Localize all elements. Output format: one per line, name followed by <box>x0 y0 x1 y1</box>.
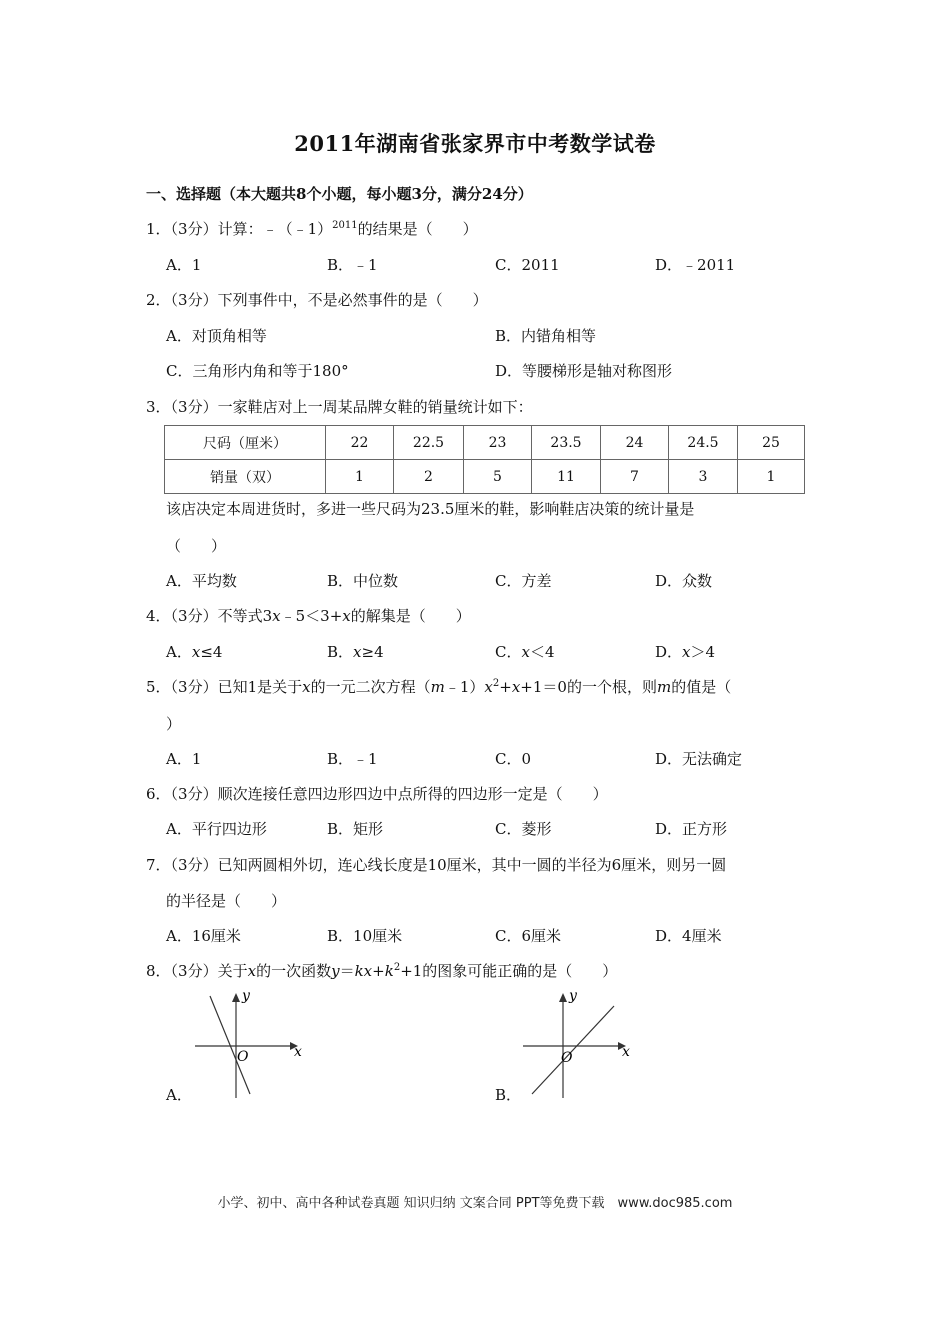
option-a: A．1 <box>166 750 202 768</box>
question-5: 5．（3分）已知1是关于x的一元二次方程$(m﹣1)x^2+x+1=0$的一个根，则m的值是（ <box>146 678 732 696</box>
section-heading: 一、选择题（本大题共8个小题，每小题3分，满分24分） <box>146 185 533 203</box>
question-4: 4．（3分）不等式3x﹣5＜3+x的解集是（ ） <box>146 607 471 625</box>
question-2: 2．（3分）下列事件中，不是必然事件的是（ ） <box>146 291 488 309</box>
option-c: C．方差 <box>495 572 552 590</box>
option-b: B．内错角相等 <box>495 327 597 345</box>
option-a: A． <box>166 1086 192 1104</box>
table-cell: 22.5 <box>394 426 464 460</box>
table-cell: 22 <box>326 426 394 460</box>
y-axis-arrow <box>559 993 567 1002</box>
question-7-continuation: 的半径是（ ） <box>166 892 287 910</box>
graph-a <box>190 988 320 1103</box>
question-7: 7．（3分）已知两圆相外切，连心线长度是10厘米，其中一圆的半径为6厘米，则另一圆 <box>146 856 727 874</box>
question-number: 3． <box>146 398 171 416</box>
graph-b <box>518 988 648 1103</box>
option-c: C．三角形内角和等于180° <box>166 362 349 380</box>
option-d: D．x＞4 <box>655 643 716 661</box>
option-b: B．﹣1 <box>327 750 378 768</box>
option-a: A．平均数 <box>166 572 237 590</box>
y-axis-arrow <box>232 993 240 1002</box>
table-cell: 2 <box>394 460 464 494</box>
option-b: B． <box>495 1086 522 1104</box>
table-header-cell: 尺码（厘米） <box>165 426 326 460</box>
option-a: A．16厘米 <box>166 927 241 945</box>
option-c: C．2011 <box>495 256 560 274</box>
table-cell: 7 <box>601 460 669 494</box>
question-5-continuation: ） <box>166 715 182 733</box>
sales-table <box>164 425 805 494</box>
question-number: 1． <box>146 220 171 238</box>
table-cell: 25 <box>738 426 805 460</box>
option-d: D．4厘米 <box>655 927 722 945</box>
table-cell: 23.5 <box>532 426 601 460</box>
table-header-cell: 销量（双） <box>165 460 326 494</box>
function-line <box>532 1006 614 1094</box>
page-footer: 小学、初中、高中各种试卷真题 知识归纳 文案合同 PPT等免费下载 www.doc985.com <box>217 1196 733 1211</box>
option-b: B．中位数 <box>327 572 399 590</box>
x-axis-label: x <box>294 1044 302 1060</box>
option-d: D．正方形 <box>655 820 728 838</box>
table-cell: 1 <box>326 460 394 494</box>
question-number: 5． <box>146 678 171 696</box>
table-cell: 3 <box>669 460 738 494</box>
option-c: C．菱形 <box>495 820 552 838</box>
question-6: 6．（3分）顺次连接任意四边形四边中点所得的四边形一定是（ ） <box>146 785 608 803</box>
table-cell: 24 <box>601 426 669 460</box>
option-b: B．﹣1 <box>327 256 378 274</box>
option-a: A．平行四边形 <box>166 820 267 838</box>
origin-label: O <box>237 1049 249 1065</box>
option-b: B．矩形 <box>327 820 384 838</box>
question-8: 8．（3分）关于x的一次函数$y=kx+k^2+1$的图象可能正确的是（ ） <box>146 962 618 980</box>
question-number: 2． <box>146 291 171 309</box>
question-number: 4． <box>146 607 171 625</box>
table-cell: 5 <box>464 460 532 494</box>
option-a: A．x≤4 <box>166 643 223 661</box>
question-3-continuation: 该店决定本周进货时，多进一些尺码为23.5厘米的鞋，影响鞋店决策的统计量是 <box>166 500 695 518</box>
question-number: 7． <box>146 856 171 874</box>
table-cell: 24.5 <box>669 426 738 460</box>
question-3: 3．（3分）一家鞋店对上一周某品牌女鞋的销量统计如下： <box>146 398 533 416</box>
origin-label: O <box>561 1050 573 1066</box>
option-d: D．众数 <box>655 572 713 590</box>
option-b: B．10厘米 <box>327 927 403 945</box>
table-row <box>165 460 805 494</box>
function-line <box>210 996 250 1094</box>
question-1: 1．（3分）计算：﹣（﹣1）$^{2011}$的结果是（ ） <box>146 220 478 238</box>
option-c: C．6厘米 <box>495 927 562 945</box>
question-number: 8． <box>146 962 171 980</box>
table-cell: 23 <box>464 426 532 460</box>
table-cell: 11 <box>532 460 601 494</box>
option-b: B．x≥4 <box>327 643 384 661</box>
option-d: D．﹣2011 <box>655 256 736 274</box>
y-axis-label: y <box>569 988 577 1004</box>
option-d: D．等腰梯形是轴对称图形 <box>495 362 673 380</box>
table-row <box>165 426 805 460</box>
x-axis-label: x <box>622 1044 630 1060</box>
question-3-bracket: （ ） <box>166 537 227 555</box>
option-c: C．0 <box>495 750 532 768</box>
option-a: A．对顶角相等 <box>166 327 267 345</box>
option-d: D．无法确定 <box>655 750 743 768</box>
page-title: 2011年湖南省张家界市中考数学试卷 <box>294 131 656 156</box>
option-a: A．1 <box>166 256 202 274</box>
y-axis-label: y <box>242 988 250 1004</box>
question-number: 6． <box>146 785 171 803</box>
option-c: C．x＜4 <box>495 643 555 661</box>
table-cell: 1 <box>738 460 805 494</box>
